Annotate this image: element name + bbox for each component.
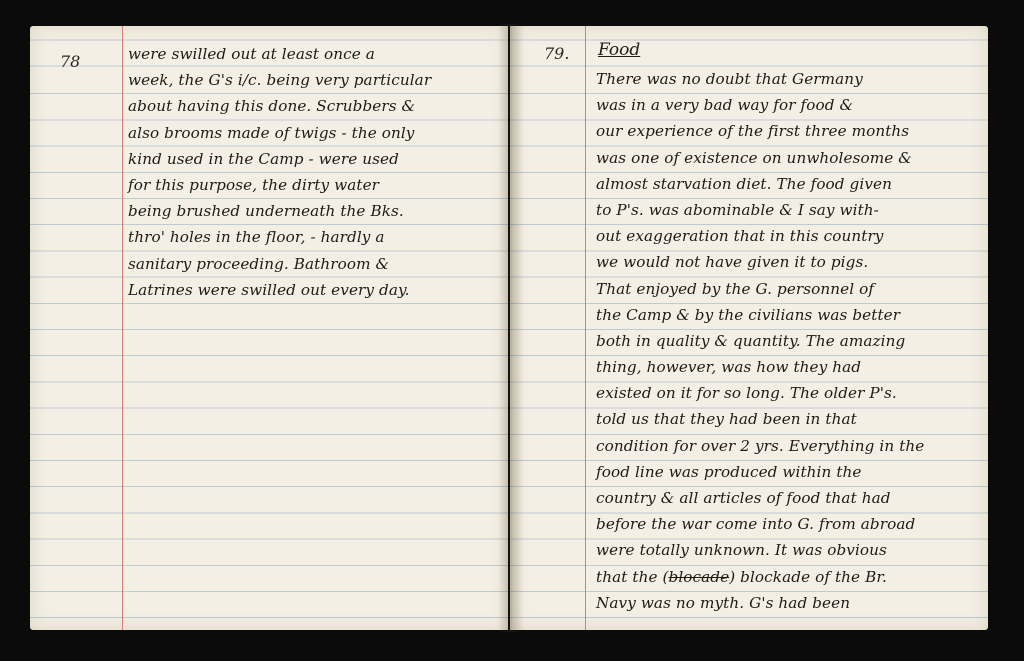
handwritten-line: told us that they had been in that [596,410,857,429]
handwritten-line: was one of existence on unwholesome & [596,148,912,167]
page-number-left: 78 [60,52,81,71]
handwritten-line: thro' holes in the floor, - hardly a [128,228,385,247]
page-number-right: 79. [544,44,570,63]
handwritten-line: Navy was no myth. G's had been [596,593,851,612]
handwritten-line: was in a very bad way for food & [596,96,854,115]
handwritten-line: to P's. was abominable & I say with- [596,200,879,219]
left-page-text [128,41,500,303]
handwritten-line: for this purpose, the dirty water [128,175,380,194]
open-notebook [30,22,990,632]
handwritten-line: being brushed underneath the Bks. [128,202,404,221]
handwritten-line: out exaggeration that in this country [596,227,884,246]
handwritten-line: Latrines were swilled out every day. [128,280,410,299]
handwritten-line: kind used in the Camp - were used [128,149,399,168]
handwritten-line: That enjoyed by the G. personnel of [596,279,875,298]
handwritten-line: week, the G's i/c. being very particular [128,71,432,90]
handwritten-line: our experience of the first three months [596,122,910,141]
handwritten-line: thing, however, was how they had [596,358,862,377]
handwritten-line: were totally unknown. It was obvious [596,541,887,560]
handwritten-line: about having this done. Scrubbers & [128,97,416,116]
handwritten-line: both in quality & quantity. The amazing [596,331,906,350]
handwritten-line: food line was produced within the [596,462,862,481]
handwritten-line [596,564,984,590]
handwritten-line: we would not have given it to pigs. [596,253,869,272]
line-fragment: ) blockade of the Br. [729,567,887,586]
handwritten-line: country & all articles of food that had [596,489,891,507]
right-page [510,26,988,630]
line-fragment: that the ( [596,567,669,586]
handwritten-line: the Camp & by the civilians was better [596,305,901,324]
handwritten-line: sanitary proceeding. Bathroom & [128,254,390,273]
handwritten-line: were swilled out at least once a [128,45,375,63]
struck-word: blocade [668,567,730,586]
handwritten-line: almost starvation diet. The food given [596,174,892,193]
left-page [30,26,508,630]
handwritten-line: also brooms made of twigs - the only [128,123,415,142]
handwritten-line: There was no doubt that Germany [596,70,863,88]
handwritten-line: condition for over 2 yrs. Everything in the [596,436,925,455]
handwritten-line: existed on it for so long. The older P's. [596,384,897,403]
book-gutter [498,24,524,632]
section-heading: Food [598,40,641,60]
right-margin-line [585,26,586,630]
right-page-text [596,66,984,616]
left-margin-line [122,26,123,630]
handwritten-line: before the war come into G. from abroad [596,515,916,534]
